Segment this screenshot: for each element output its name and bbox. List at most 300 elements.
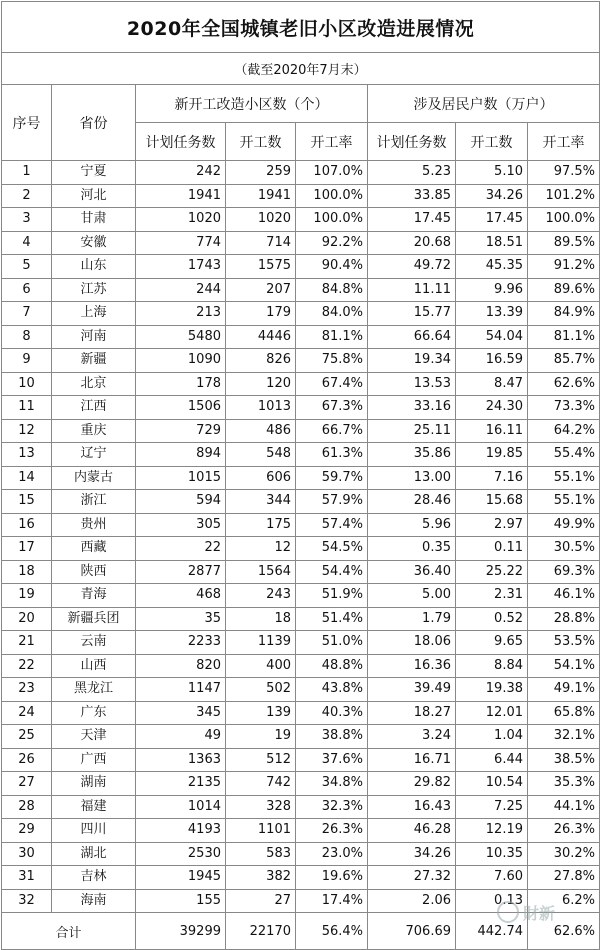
cell-households-plan: 27.32 bbox=[368, 866, 456, 890]
cell-province: 安徽 bbox=[52, 231, 136, 255]
cell-households-plan: 13.00 bbox=[368, 466, 456, 490]
cell-province: 西藏 bbox=[52, 537, 136, 561]
cell-plan: 1506 bbox=[136, 396, 226, 420]
cell-plan: 1743 bbox=[136, 255, 226, 279]
cell-province: 吉林 bbox=[52, 866, 136, 890]
cell-province: 湖北 bbox=[52, 842, 136, 866]
cell-started: 175 bbox=[226, 513, 296, 537]
cell-households-plan: 1.79 bbox=[368, 607, 456, 631]
total-plan: 39299 bbox=[136, 913, 226, 950]
table-row bbox=[2, 325, 600, 349]
cell-started: 1575 bbox=[226, 255, 296, 279]
cell-seq: 21 bbox=[2, 631, 52, 655]
cell-households-started: 15.68 bbox=[456, 490, 528, 514]
cell-seq: 12 bbox=[2, 419, 52, 443]
cell-rate: 19.6% bbox=[296, 866, 368, 890]
cell-plan: 155 bbox=[136, 889, 226, 913]
cell-rate: 61.3% bbox=[296, 443, 368, 467]
table-row bbox=[2, 631, 600, 655]
cell-started: 742 bbox=[226, 772, 296, 796]
cell-started: 4446 bbox=[226, 325, 296, 349]
cell-started: 207 bbox=[226, 278, 296, 302]
cell-households-plan: 13.53 bbox=[368, 372, 456, 396]
table-row bbox=[2, 819, 600, 843]
cell-province: 宁夏 bbox=[52, 161, 136, 185]
cell-plan: 4193 bbox=[136, 819, 226, 843]
cell-started: 512 bbox=[226, 748, 296, 772]
cell-households-rate: 44.1% bbox=[528, 795, 600, 819]
cell-seq: 7 bbox=[2, 302, 52, 326]
cell-rate: 43.8% bbox=[296, 678, 368, 702]
cell-plan: 2530 bbox=[136, 842, 226, 866]
cell-seq: 2 bbox=[2, 184, 52, 208]
cell-households-rate: 46.1% bbox=[528, 584, 600, 608]
cell-households-started: 34.26 bbox=[456, 184, 528, 208]
cell-households-started: 2.97 bbox=[456, 513, 528, 537]
cell-started: 400 bbox=[226, 654, 296, 678]
cell-rate: 51.0% bbox=[296, 631, 368, 655]
cell-started: 1020 bbox=[226, 208, 296, 232]
cell-households-rate: 49.1% bbox=[528, 678, 600, 702]
cell-started: 1013 bbox=[226, 396, 296, 420]
table-row bbox=[2, 184, 600, 208]
cell-households-plan: 18.27 bbox=[368, 701, 456, 725]
cell-households-started: 19.38 bbox=[456, 678, 528, 702]
cell-province: 内蒙古 bbox=[52, 466, 136, 490]
table-row bbox=[2, 866, 600, 890]
cell-province: 江苏 bbox=[52, 278, 136, 302]
cell-started: 606 bbox=[226, 466, 296, 490]
cell-started: 19 bbox=[226, 725, 296, 749]
cell-households-started: 7.60 bbox=[456, 866, 528, 890]
cell-households-started: 45.35 bbox=[456, 255, 528, 279]
cell-households-rate: 26.3% bbox=[528, 819, 600, 843]
cell-started: 382 bbox=[226, 866, 296, 890]
cell-plan: 468 bbox=[136, 584, 226, 608]
cell-households-rate: 53.5% bbox=[528, 631, 600, 655]
header-households-rate: 开工率 bbox=[528, 123, 600, 161]
header-rate: 开工率 bbox=[296, 123, 368, 161]
cell-province: 山东 bbox=[52, 255, 136, 279]
cell-seq: 25 bbox=[2, 725, 52, 749]
cell-province: 新疆兵团 bbox=[52, 607, 136, 631]
cell-households-started: 19.85 bbox=[456, 443, 528, 467]
table-row bbox=[2, 772, 600, 796]
table-row bbox=[2, 513, 600, 537]
cell-rate: 100.0% bbox=[296, 208, 368, 232]
header-group-communities: 新开工改造小区数（个） bbox=[136, 85, 368, 123]
table-row bbox=[2, 466, 600, 490]
cell-plan: 22 bbox=[136, 537, 226, 561]
cell-rate: 23.0% bbox=[296, 842, 368, 866]
cell-households-rate: 30.2% bbox=[528, 842, 600, 866]
cell-households-plan: 5.96 bbox=[368, 513, 456, 537]
cell-seq: 17 bbox=[2, 537, 52, 561]
cell-seq: 16 bbox=[2, 513, 52, 537]
cell-plan: 178 bbox=[136, 372, 226, 396]
cell-households-rate: 81.1% bbox=[528, 325, 600, 349]
cell-rate: 40.3% bbox=[296, 701, 368, 725]
cell-households-plan: 18.06 bbox=[368, 631, 456, 655]
cell-province: 四川 bbox=[52, 819, 136, 843]
cell-households-rate: 69.3% bbox=[528, 560, 600, 584]
cell-started: 486 bbox=[226, 419, 296, 443]
cell-province: 河北 bbox=[52, 184, 136, 208]
total-households-rate: 62.6% bbox=[528, 913, 600, 950]
cell-households-rate: 35.3% bbox=[528, 772, 600, 796]
table-row bbox=[2, 537, 600, 561]
table-row bbox=[2, 607, 600, 631]
table-row bbox=[2, 725, 600, 749]
cell-rate: 54.5% bbox=[296, 537, 368, 561]
cell-seq: 14 bbox=[2, 466, 52, 490]
cell-plan: 35 bbox=[136, 607, 226, 631]
cell-households-rate: 89.5% bbox=[528, 231, 600, 255]
cell-started: 179 bbox=[226, 302, 296, 326]
cell-households-plan: 46.28 bbox=[368, 819, 456, 843]
table-row bbox=[2, 161, 600, 185]
cell-households-started: 0.13 bbox=[456, 889, 528, 913]
table-row bbox=[2, 278, 600, 302]
cell-households-started: 2.31 bbox=[456, 584, 528, 608]
table-row bbox=[2, 654, 600, 678]
cell-households-started: 8.84 bbox=[456, 654, 528, 678]
cell-rate: 38.8% bbox=[296, 725, 368, 749]
cell-plan: 774 bbox=[136, 231, 226, 255]
cell-households-plan: 25.11 bbox=[368, 419, 456, 443]
cell-rate: 51.4% bbox=[296, 607, 368, 631]
cell-households-plan: 39.49 bbox=[368, 678, 456, 702]
cell-households-rate: 84.9% bbox=[528, 302, 600, 326]
cell-households-plan: 66.64 bbox=[368, 325, 456, 349]
cell-plan: 2233 bbox=[136, 631, 226, 655]
cell-seq: 4 bbox=[2, 231, 52, 255]
cell-rate: 54.4% bbox=[296, 560, 368, 584]
table-row bbox=[2, 255, 600, 279]
cell-households-rate: 91.2% bbox=[528, 255, 600, 279]
cell-rate: 34.8% bbox=[296, 772, 368, 796]
cell-started: 1564 bbox=[226, 560, 296, 584]
table-row bbox=[2, 748, 600, 772]
table-row bbox=[2, 396, 600, 420]
report-sheet bbox=[1, 1, 599, 941]
cell-started: 12 bbox=[226, 537, 296, 561]
cell-households-plan: 19.34 bbox=[368, 349, 456, 373]
cell-plan: 1941 bbox=[136, 184, 226, 208]
cell-province: 福建 bbox=[52, 795, 136, 819]
cell-households-started: 13.39 bbox=[456, 302, 528, 326]
table-row bbox=[2, 443, 600, 467]
cell-rate: 100.0% bbox=[296, 184, 368, 208]
cell-households-plan: 5.23 bbox=[368, 161, 456, 185]
table-row bbox=[2, 795, 600, 819]
cell-households-plan: 3.24 bbox=[368, 725, 456, 749]
cell-households-rate: 85.7% bbox=[528, 349, 600, 373]
table-row bbox=[2, 584, 600, 608]
cell-households-rate: 6.2% bbox=[528, 889, 600, 913]
cell-province: 辽宁 bbox=[52, 443, 136, 467]
cell-households-rate: 32.1% bbox=[528, 725, 600, 749]
cell-households-plan: 0.35 bbox=[368, 537, 456, 561]
cell-started: 243 bbox=[226, 584, 296, 608]
cell-started: 328 bbox=[226, 795, 296, 819]
watermark bbox=[497, 899, 593, 925]
cell-households-started: 18.51 bbox=[456, 231, 528, 255]
cell-households-started: 54.04 bbox=[456, 325, 528, 349]
cell-households-plan: 15.77 bbox=[368, 302, 456, 326]
cell-seq: 23 bbox=[2, 678, 52, 702]
cell-plan: 1945 bbox=[136, 866, 226, 890]
cell-rate: 67.4% bbox=[296, 372, 368, 396]
cell-seq: 3 bbox=[2, 208, 52, 232]
cell-rate: 90.4% bbox=[296, 255, 368, 279]
cell-rate: 57.9% bbox=[296, 490, 368, 514]
cell-plan: 1015 bbox=[136, 466, 226, 490]
cell-households-plan: 33.85 bbox=[368, 184, 456, 208]
cell-seq: 27 bbox=[2, 772, 52, 796]
table-row bbox=[2, 419, 600, 443]
cell-households-plan: 36.40 bbox=[368, 560, 456, 584]
cell-households-started: 12.19 bbox=[456, 819, 528, 843]
cell-households-rate: 62.6% bbox=[528, 372, 600, 396]
cell-rate: 66.7% bbox=[296, 419, 368, 443]
cell-households-rate: 89.6% bbox=[528, 278, 600, 302]
cell-households-plan: 5.00 bbox=[368, 584, 456, 608]
cell-households-plan: 35.86 bbox=[368, 443, 456, 467]
cell-seq: 6 bbox=[2, 278, 52, 302]
cell-started: 826 bbox=[226, 349, 296, 373]
cell-plan: 2877 bbox=[136, 560, 226, 584]
cell-households-rate: 55.4% bbox=[528, 443, 600, 467]
cell-province: 陕西 bbox=[52, 560, 136, 584]
cell-province: 黑龙江 bbox=[52, 678, 136, 702]
table-body bbox=[2, 161, 600, 913]
cell-households-plan: 33.16 bbox=[368, 396, 456, 420]
cell-households-rate: 101.2% bbox=[528, 184, 600, 208]
table-row bbox=[2, 701, 600, 725]
cell-province: 山西 bbox=[52, 654, 136, 678]
cell-households-rate: 28.8% bbox=[528, 607, 600, 631]
cell-rate: 37.6% bbox=[296, 748, 368, 772]
cell-rate: 81.1% bbox=[296, 325, 368, 349]
cell-households-started: 6.44 bbox=[456, 748, 528, 772]
cell-province: 广东 bbox=[52, 701, 136, 725]
cell-plan: 213 bbox=[136, 302, 226, 326]
cell-province: 贵州 bbox=[52, 513, 136, 537]
cell-started: 18 bbox=[226, 607, 296, 631]
cell-province: 甘肃 bbox=[52, 208, 136, 232]
cell-plan: 2135 bbox=[136, 772, 226, 796]
cell-plan: 1147 bbox=[136, 678, 226, 702]
cell-households-rate: 49.9% bbox=[528, 513, 600, 537]
cell-plan: 820 bbox=[136, 654, 226, 678]
table-row bbox=[2, 490, 600, 514]
cell-started: 714 bbox=[226, 231, 296, 255]
cell-households-rate: 97.5% bbox=[528, 161, 600, 185]
cell-seq: 8 bbox=[2, 325, 52, 349]
header-group-households: 涉及居民户数（万户） bbox=[368, 85, 600, 123]
cell-rate: 59.7% bbox=[296, 466, 368, 490]
cell-plan: 1363 bbox=[136, 748, 226, 772]
cell-seq: 30 bbox=[2, 842, 52, 866]
cell-rate: 67.3% bbox=[296, 396, 368, 420]
cell-households-plan: 49.72 bbox=[368, 255, 456, 279]
cell-households-started: 1.04 bbox=[456, 725, 528, 749]
cell-households-started: 9.96 bbox=[456, 278, 528, 302]
cell-households-started: 0.11 bbox=[456, 537, 528, 561]
cell-households-started: 5.10 bbox=[456, 161, 528, 185]
cell-province: 云南 bbox=[52, 631, 136, 655]
cell-plan: 1014 bbox=[136, 795, 226, 819]
caixin-logo-icon bbox=[497, 901, 519, 923]
cell-seq: 24 bbox=[2, 701, 52, 725]
cell-households-started: 16.59 bbox=[456, 349, 528, 373]
cell-households-started: 0.52 bbox=[456, 607, 528, 631]
table-row bbox=[2, 349, 600, 373]
cell-households-started: 8.47 bbox=[456, 372, 528, 396]
cell-households-plan: 16.71 bbox=[368, 748, 456, 772]
cell-rate: 84.0% bbox=[296, 302, 368, 326]
cell-rate: 32.3% bbox=[296, 795, 368, 819]
cell-province: 海南 bbox=[52, 889, 136, 913]
cell-households-started: 16.11 bbox=[456, 419, 528, 443]
cell-plan: 729 bbox=[136, 419, 226, 443]
table-row bbox=[2, 231, 600, 255]
cell-seq: 28 bbox=[2, 795, 52, 819]
cell-households-rate: 54.1% bbox=[528, 654, 600, 678]
cell-households-started: 9.65 bbox=[456, 631, 528, 655]
cell-plan: 244 bbox=[136, 278, 226, 302]
cell-province: 浙江 bbox=[52, 490, 136, 514]
cell-province: 广西 bbox=[52, 748, 136, 772]
cell-households-started: 7.25 bbox=[456, 795, 528, 819]
cell-rate: 92.2% bbox=[296, 231, 368, 255]
cell-seq: 26 bbox=[2, 748, 52, 772]
cell-seq: 31 bbox=[2, 866, 52, 890]
cell-households-rate: 100.0% bbox=[528, 208, 600, 232]
cell-households-started: 12.01 bbox=[456, 701, 528, 725]
cell-started: 1101 bbox=[226, 819, 296, 843]
cell-households-plan: 16.43 bbox=[368, 795, 456, 819]
total-label: 合计 bbox=[2, 913, 136, 950]
cell-province: 北京 bbox=[52, 372, 136, 396]
cell-households-rate: 38.5% bbox=[528, 748, 600, 772]
header-plan: 计划任务数 bbox=[136, 123, 226, 161]
cell-plan: 345 bbox=[136, 701, 226, 725]
total-households-plan: 706.69 bbox=[368, 913, 456, 950]
cell-seq: 10 bbox=[2, 372, 52, 396]
cell-started: 502 bbox=[226, 678, 296, 702]
cell-started: 548 bbox=[226, 443, 296, 467]
table-row bbox=[2, 842, 600, 866]
cell-plan: 894 bbox=[136, 443, 226, 467]
cell-households-rate: 64.2% bbox=[528, 419, 600, 443]
cell-seq: 9 bbox=[2, 349, 52, 373]
watermark-text: 財新 bbox=[523, 903, 556, 923]
cell-province: 重庆 bbox=[52, 419, 136, 443]
cell-started: 1941 bbox=[226, 184, 296, 208]
cell-households-rate: 73.3% bbox=[528, 396, 600, 420]
cell-seq: 20 bbox=[2, 607, 52, 631]
table-row bbox=[2, 678, 600, 702]
header-households-plan: 计划任务数 bbox=[368, 123, 456, 161]
cell-households-plan: 2.06 bbox=[368, 889, 456, 913]
cell-households-started: 10.54 bbox=[456, 772, 528, 796]
cell-started: 120 bbox=[226, 372, 296, 396]
cell-province: 湖南 bbox=[52, 772, 136, 796]
progress-table bbox=[1, 1, 600, 950]
cell-households-started: 17.45 bbox=[456, 208, 528, 232]
table-row bbox=[2, 208, 600, 232]
cell-plan: 594 bbox=[136, 490, 226, 514]
cell-started: 583 bbox=[226, 842, 296, 866]
cell-seq: 18 bbox=[2, 560, 52, 584]
cell-households-plan: 17.45 bbox=[368, 208, 456, 232]
cell-households-rate: 55.1% bbox=[528, 490, 600, 514]
table-row bbox=[2, 302, 600, 326]
cell-households-rate: 27.8% bbox=[528, 866, 600, 890]
cell-plan: 49 bbox=[136, 725, 226, 749]
cell-households-plan: 28.46 bbox=[368, 490, 456, 514]
table-row bbox=[2, 372, 600, 396]
cell-households-rate: 65.8% bbox=[528, 701, 600, 725]
cell-households-plan: 16.36 bbox=[368, 654, 456, 678]
cell-rate: 48.8% bbox=[296, 654, 368, 678]
cell-households-rate: 30.5% bbox=[528, 537, 600, 561]
cell-plan: 1020 bbox=[136, 208, 226, 232]
cell-plan: 1090 bbox=[136, 349, 226, 373]
cell-province: 上海 bbox=[52, 302, 136, 326]
cell-seq: 29 bbox=[2, 819, 52, 843]
cell-rate: 17.4% bbox=[296, 889, 368, 913]
cell-households-plan: 11.11 bbox=[368, 278, 456, 302]
cell-seq: 15 bbox=[2, 490, 52, 514]
cell-started: 27 bbox=[226, 889, 296, 913]
cell-seq: 5 bbox=[2, 255, 52, 279]
header-households-started: 开工数 bbox=[456, 123, 528, 161]
cell-seq: 32 bbox=[2, 889, 52, 913]
cell-households-plan: 29.82 bbox=[368, 772, 456, 796]
cell-seq: 19 bbox=[2, 584, 52, 608]
cell-rate: 84.8% bbox=[296, 278, 368, 302]
cell-started: 139 bbox=[226, 701, 296, 725]
table-row bbox=[2, 560, 600, 584]
cell-rate: 75.8% bbox=[296, 349, 368, 373]
total-rate: 56.4% bbox=[296, 913, 368, 950]
cell-seq: 11 bbox=[2, 396, 52, 420]
total-households-started: 442.74 bbox=[456, 913, 528, 950]
cell-rate: 26.3% bbox=[296, 819, 368, 843]
cell-province: 青海 bbox=[52, 584, 136, 608]
cell-households-started: 24.30 bbox=[456, 396, 528, 420]
header-province: 省份 bbox=[52, 85, 136, 161]
cell-households-plan: 34.26 bbox=[368, 842, 456, 866]
header-started: 开工数 bbox=[226, 123, 296, 161]
cell-households-rate: 55.1% bbox=[528, 466, 600, 490]
cell-households-started: 25.22 bbox=[456, 560, 528, 584]
cell-households-started: 7.16 bbox=[456, 466, 528, 490]
cell-rate: 51.9% bbox=[296, 584, 368, 608]
header-seq: 序号 bbox=[2, 85, 52, 161]
cell-province: 天津 bbox=[52, 725, 136, 749]
cell-households-started: 10.35 bbox=[456, 842, 528, 866]
cell-province: 河南 bbox=[52, 325, 136, 349]
total-started: 22170 bbox=[226, 913, 296, 950]
cell-rate: 107.0% bbox=[296, 161, 368, 185]
table-title: 2020年全国城镇老旧小区改造进展情况 bbox=[2, 2, 600, 53]
cell-started: 344 bbox=[226, 490, 296, 514]
cell-started: 259 bbox=[226, 161, 296, 185]
